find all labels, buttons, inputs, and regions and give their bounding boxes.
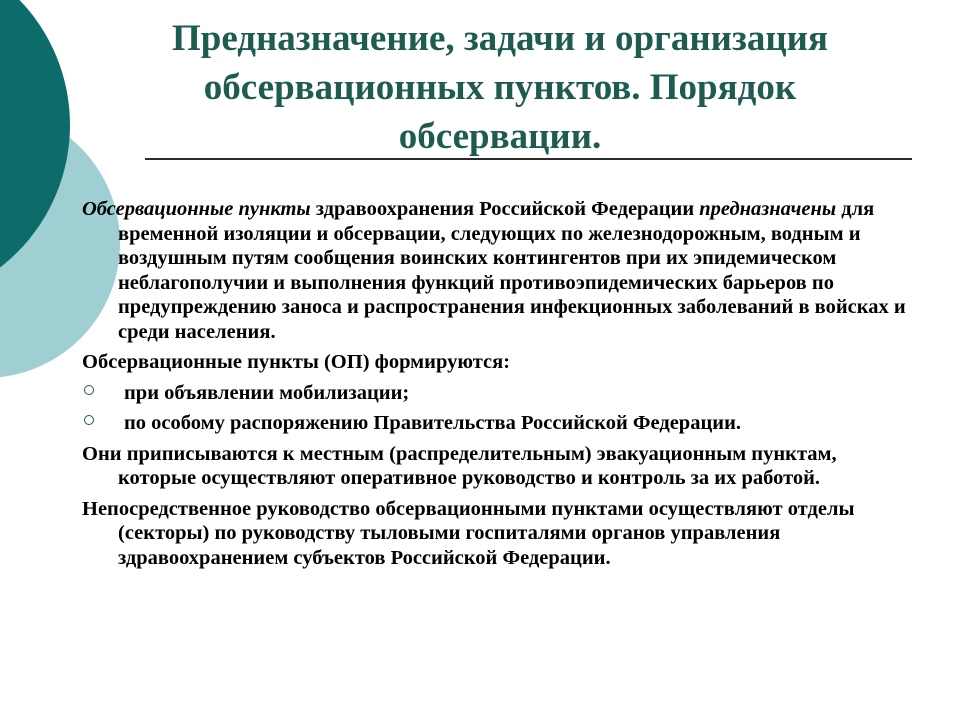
- circle-bullet-icon: [84, 385, 94, 395]
- circle-bullet-icon: [84, 415, 94, 425]
- title-underline: [145, 158, 912, 160]
- slide-title: Предназначение, задачи и организация обсервационных пунктов. Порядок обсервации.: [171, 18, 829, 157]
- paragraph-formation: Обсервационные пункты (ОП) формируются:: [82, 351, 511, 373]
- paragraph-assignment: Они приписываются к местным (распределительным) эвакуационным пунктам, которые осуществляют оперативное руководство и контроль за их работой.: [82, 442, 837, 489]
- paragraph-purpose: [82, 197, 912, 344]
- italic-phrase-observation-points: Обсервационные пункты: [82, 198, 311, 220]
- list-item-text: при объявлении мобилизации;: [124, 381, 410, 404]
- italic-word-intended: предназначены: [699, 198, 837, 220]
- list-item-text: по особому распоряжению Правительства Российской Федерации.: [124, 412, 742, 434]
- slide-body: [82, 197, 912, 576]
- list-item-mobilization: [82, 381, 912, 406]
- paragraph-purpose-text-a: здравоохранения Российской Федерации: [310, 198, 700, 220]
- list-item-government-order: [82, 411, 912, 436]
- paragraph-purpose-text-b: для временной изоляции и обсервации, следующих по железнодорожным, водным и воздушным путям сообщения воинских контингентов при их эпидемическом неблагополучии и выполнения функций противоэпидемических барьеров по предупреждению заноса и распространения инфекционных заболеваний в войсках и среди населения.: [118, 198, 906, 343]
- paragraph-management: Непосредственное руководство обсервационными пунктами осуществляют отделы (секторы) по руководству тыловыми госпиталями органов управления здравоохранением субъектов Российской Федерации.: [82, 497, 855, 569]
